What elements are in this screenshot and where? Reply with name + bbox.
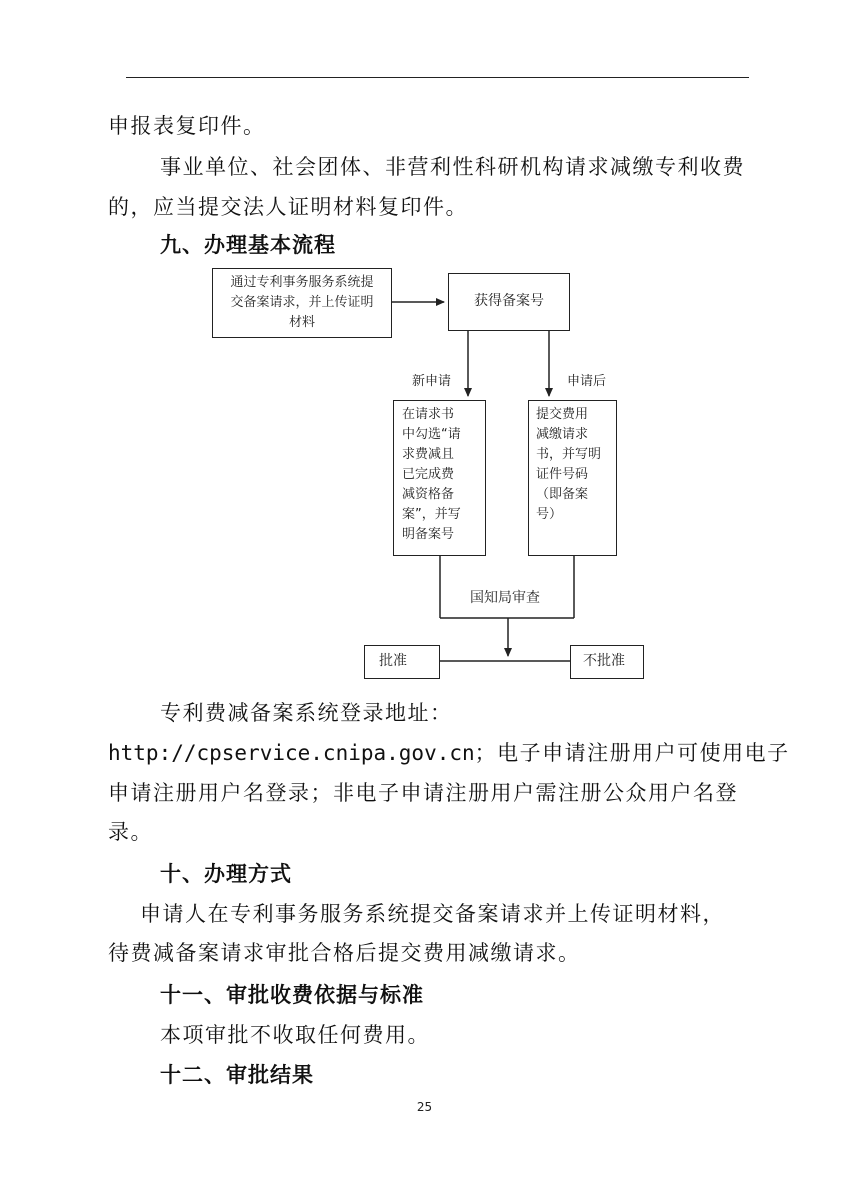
label-new-application: 新申请 bbox=[412, 374, 452, 389]
start-box: 通过专利事务服务系统提 交备案请求，并上传证明 材料 bbox=[212, 268, 392, 338]
login-url[interactable]: http://cpservice.cnipa.gov.cn bbox=[108, 741, 475, 765]
login-line1: 专利费减备案系统登录地址： bbox=[160, 701, 453, 725]
reject-box: 不批准 bbox=[570, 645, 644, 679]
login-line3: 申请注册用户名登录；非电子申请注册用户需注册公众用户名登 bbox=[108, 781, 738, 805]
section-11-heading: 十一、审批收费依据与标准 bbox=[160, 983, 424, 1007]
para1-line1: 申报表复印件。 bbox=[108, 114, 266, 138]
login-line4: 录。 bbox=[108, 820, 153, 844]
page-number: 25 bbox=[416, 1100, 433, 1114]
section11-line1: 本项审批不收取任何费用。 bbox=[160, 1023, 430, 1047]
section-12-heading: 十二、审批结果 bbox=[160, 1063, 314, 1087]
login-line2-rest: ；电子申请注册用户可使用电子 bbox=[474, 741, 790, 765]
para2-line1: 事业单位、社会团体、非营利性科研机构请求减缴专利收费 bbox=[160, 155, 745, 179]
section-10-heading: 十、办理方式 bbox=[160, 862, 292, 886]
after-application-box: 提交费用 减缴请求 书，并写明 证件号码 （即备案 号） bbox=[528, 400, 617, 556]
label-after-application: 申请后 bbox=[567, 374, 607, 389]
approve-box: 批准 bbox=[364, 645, 440, 679]
new-application-box: 在请求书 中勾选“请 求费减且 已完成费 减资格备 案”，并写 明备案号 bbox=[393, 400, 486, 556]
para2-line2: 的，应当提交法人证明材料复印件。 bbox=[108, 195, 468, 219]
review-label: 国知局审查 bbox=[470, 590, 540, 606]
section10-line2: 待费减备案请求审批合格后提交费用减缴请求。 bbox=[108, 941, 581, 965]
section10-line1: 申请人在专利事务服务系统提交备案请求并上传证明材料， bbox=[140, 902, 725, 926]
section-9-heading: 九、办理基本流程 bbox=[160, 233, 336, 257]
login-line2 bbox=[108, 738, 790, 768]
record-number-box: 获得备案号 bbox=[448, 273, 570, 331]
